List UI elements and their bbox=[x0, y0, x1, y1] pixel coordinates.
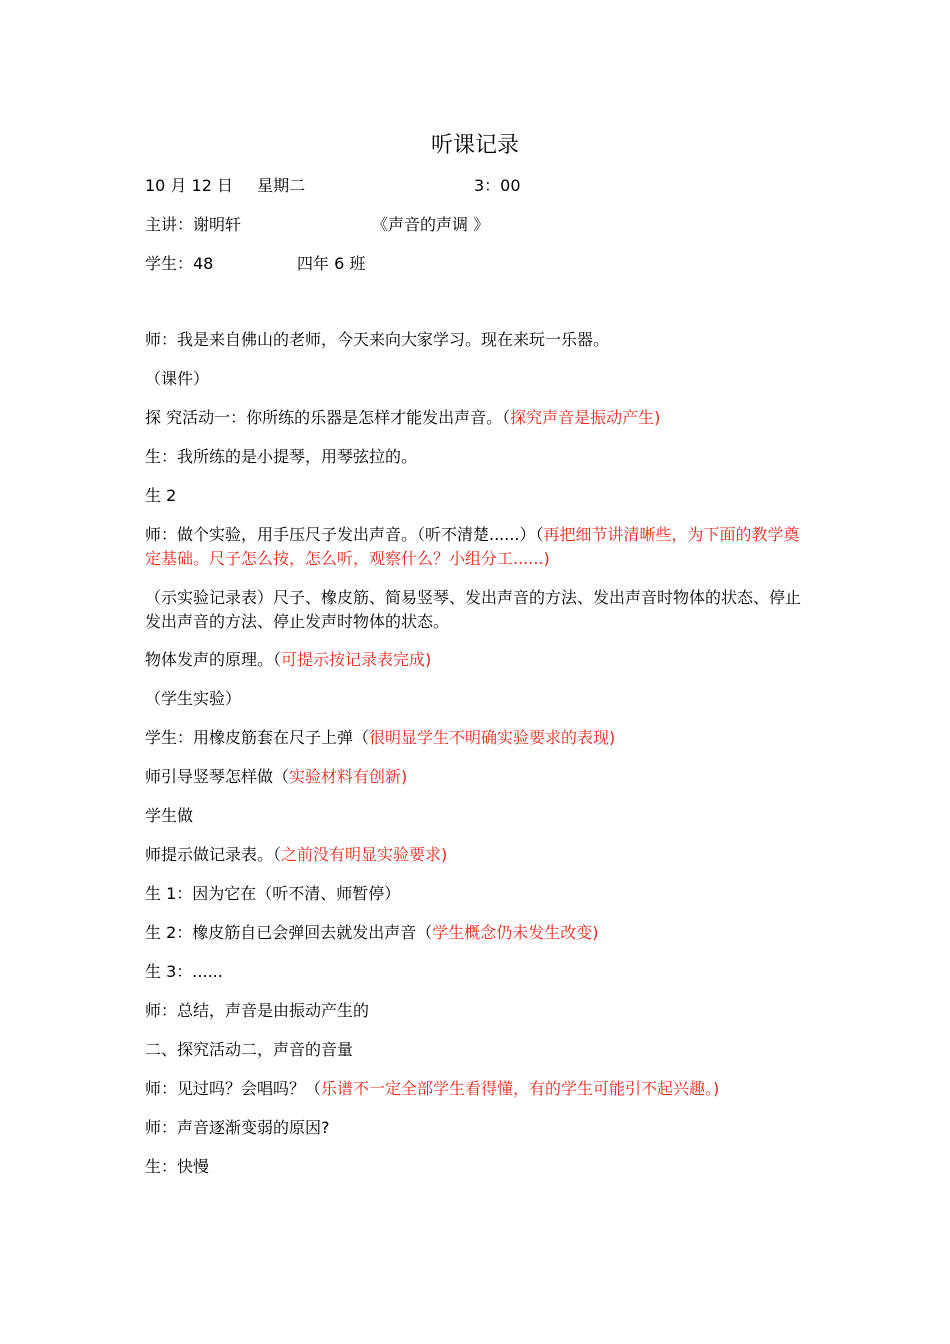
header-weekday: 星期二 bbox=[257, 176, 306, 195]
record-line: （示实验记录表）尺子、橡皮筋、简易竖琴、发出声音的方法、发出声音时物体的状态、停止发出声音的方法、停止发声时物体的状态。 bbox=[145, 588, 802, 631]
record-line: 探 究活动一：你所练的乐器是怎样才能发出声音。（探究声音是振动产生) bbox=[145, 408, 661, 427]
record-line: 生 2：橡皮筋自已会弹回去就发出声音（学生概念仍未发生改变) bbox=[145, 923, 599, 942]
record-line: （学生实验） bbox=[145, 689, 242, 708]
observer-note: 实验材料有创新) bbox=[289, 767, 408, 786]
header-lecturer: 主讲：谢明轩 bbox=[145, 215, 242, 234]
record-line: 物体发声的原理。（可提示按记录表完成) bbox=[145, 650, 432, 669]
section-heading: 二、探究活动二，声音的音量 bbox=[145, 1040, 354, 1059]
record-line: 生：快慢 bbox=[145, 1157, 210, 1176]
header-date-row bbox=[145, 174, 305, 198]
record-line: 师：我是来自佛山的老师，今天来向大家学习。现在来玩一乐器。 bbox=[145, 330, 610, 349]
record-line: 师：见过吗？会唱吗？（乐谱不一定全部学生看得懂，有的学生可能引不起兴趣。) bbox=[145, 1079, 720, 1098]
record-line: 学生：用橡皮筋套在尺子上弹（很明显学生不明确实验要求的表现) bbox=[145, 728, 616, 747]
record-line: 生：我所练的是小提琴，用琴弦拉的。 bbox=[145, 447, 418, 466]
header-lesson: 《声音的声调 》 bbox=[372, 215, 490, 234]
observer-note: 乐谱不一定全部学生看得懂，有的学生可能引不起兴趣。) bbox=[321, 1079, 720, 1098]
observer-note: 再把细节讲清晰些，为下面的教学奠定基础。尺子怎么按，怎么听，观察什么？小组分工......) bbox=[145, 525, 800, 568]
header-class: 四年 6 班 bbox=[297, 254, 366, 273]
record-line: 生 3：...... bbox=[145, 962, 223, 981]
observer-note: 很明显学生不明确实验要求的表现) bbox=[369, 728, 616, 747]
record-line: 师：做个实验，用手压尺子发出声音。（听不清楚......）（再把细节讲清晰些，为下面的教学奠定基础。尺子怎么按，怎么听，观察什么？小组分工......) bbox=[145, 525, 800, 568]
document-title: 听课记录 bbox=[430, 133, 519, 158]
observer-note: 探究声音是振动产生) bbox=[510, 408, 661, 427]
record-line: 师：总结，声音是由振动产生的 bbox=[145, 1001, 370, 1020]
record-line: 师：声音逐渐变弱的原因? bbox=[145, 1118, 330, 1137]
observer-note: 可提示按记录表完成) bbox=[281, 650, 432, 669]
record-line: 生 1：因为它在（听不清、师暂停） bbox=[145, 884, 401, 903]
header-date: 10 月 12 日 bbox=[145, 176, 233, 195]
header-students: 学生：48 bbox=[145, 254, 214, 273]
record-line: 学生做 bbox=[145, 806, 194, 825]
header-time: 3：00 bbox=[474, 176, 521, 195]
record-line: 生 2 bbox=[145, 486, 177, 505]
record-line: （课件） bbox=[145, 369, 210, 388]
observer-note: 之前没有明显实验要求) bbox=[281, 845, 448, 864]
record-line: 师提示做记录表。（之前没有明显实验要求) bbox=[145, 845, 448, 864]
observer-note: 学生概念仍未发生改变) bbox=[432, 923, 599, 942]
record-line: 师引导竖琴怎样做（实验材料有创新) bbox=[145, 767, 408, 786]
